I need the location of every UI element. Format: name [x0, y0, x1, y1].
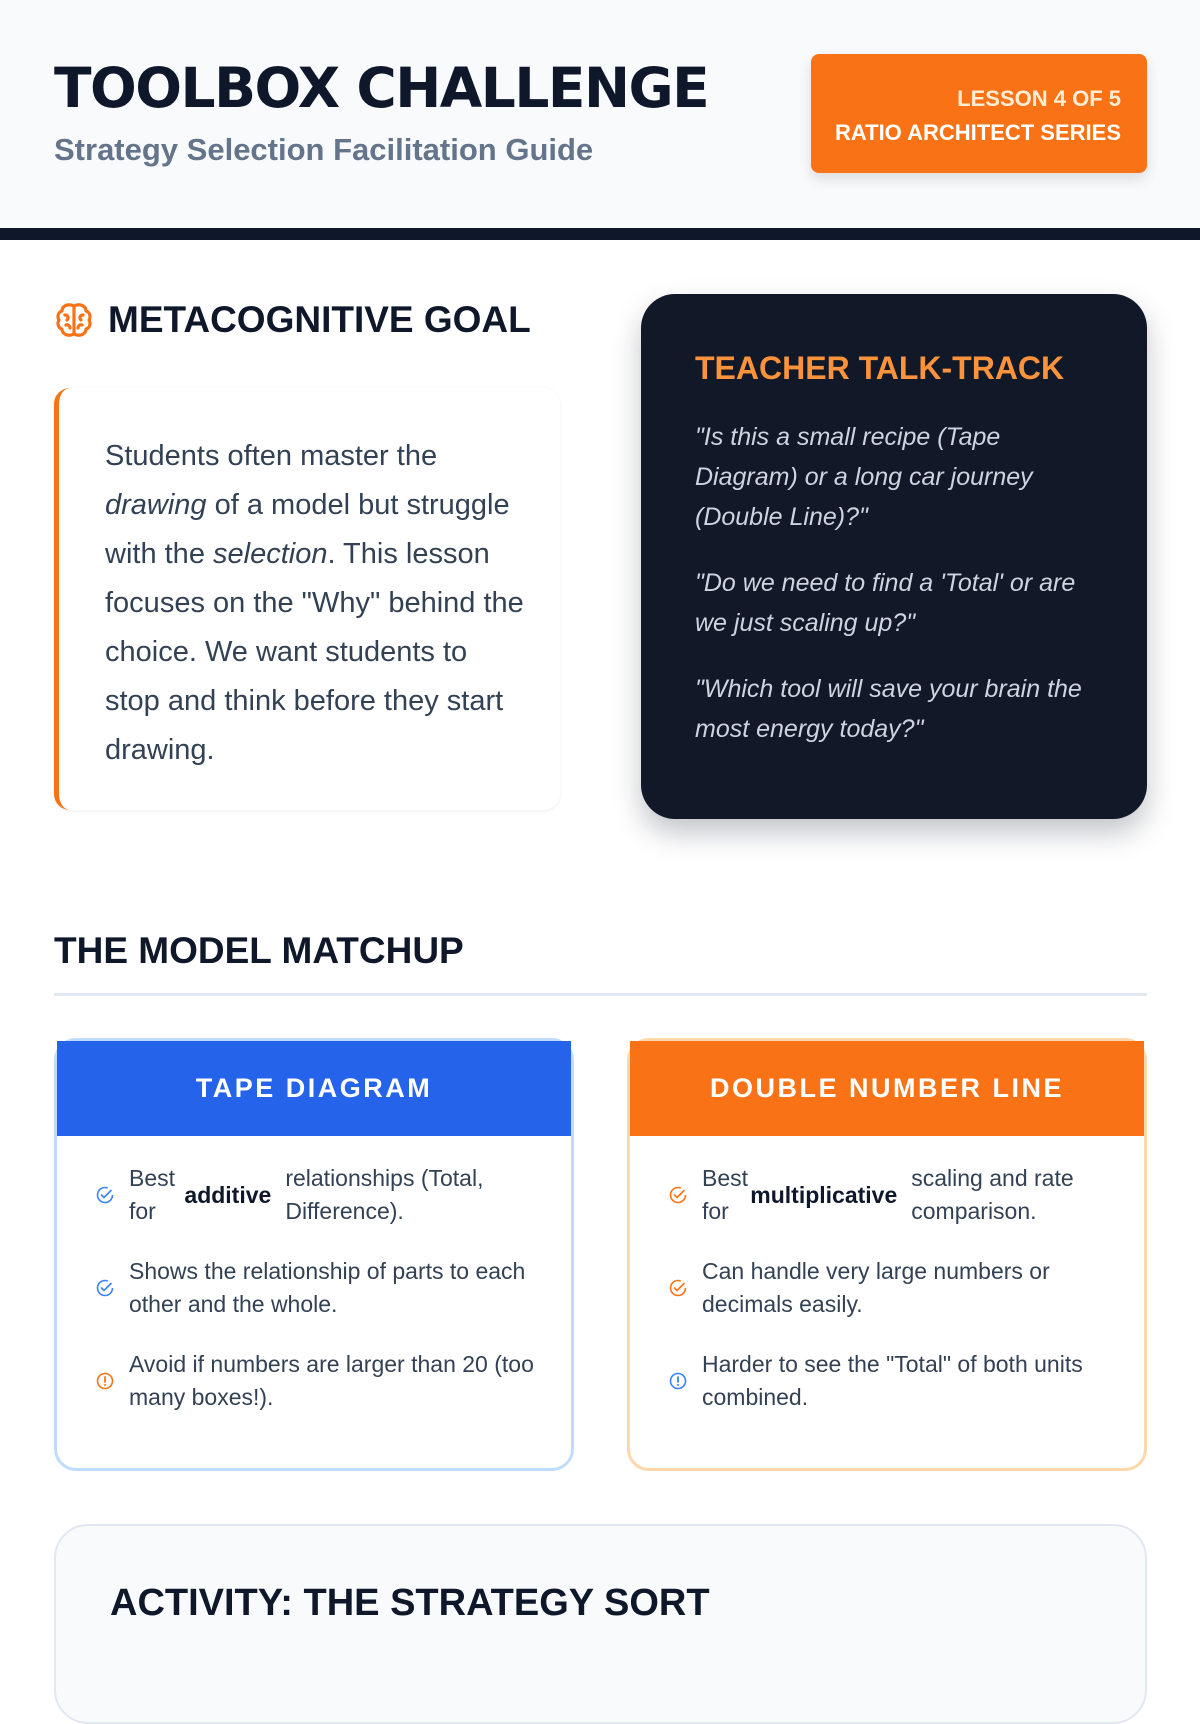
alert-circle-icon — [95, 1371, 115, 1391]
item-text: relationships (Total, Difference). — [285, 1165, 484, 1224]
item-text: Harder to see the "Total" of both units combined. — [702, 1351, 1083, 1410]
check-circle-icon — [668, 1278, 688, 1298]
goal-text-part: of a model but struggle with the — [105, 489, 510, 570]
goal-text-part: Students often master the — [105, 440, 438, 472]
goal-text-emphasis: drawing — [105, 489, 207, 521]
double-number-line-header: DOUBLE NUMBER LINE — [630, 1041, 1144, 1136]
check-circle-icon — [95, 1185, 115, 1205]
check-circle-icon — [95, 1278, 115, 1298]
goal-card — [54, 388, 560, 810]
item-emphasis: additive — [184, 1181, 272, 1208]
info-circle-icon — [668, 1371, 688, 1391]
teacher-talk-track-card — [641, 294, 1147, 819]
model-matchup-title: THE MODEL MATCHUP — [54, 930, 464, 971]
item-text: scaling and rate comparison. — [911, 1165, 1074, 1224]
list-item — [668, 1255, 1114, 1321]
list-item — [95, 1255, 541, 1321]
section-divider — [54, 993, 1147, 996]
item-text: Shows the relationship of parts to each other and the whole. — [129, 1258, 526, 1317]
page-title: TOOLBOX CHALLENGE — [54, 56, 709, 120]
page-header — [0, 0, 1200, 240]
check-circle-icon — [668, 1185, 688, 1205]
tape-diagram-header: TAPE DIAGRAM — [57, 1041, 571, 1136]
goal-title: METACOGNITIVE GOAL — [108, 299, 531, 340]
goal-text-part: . This lesson focuses on the "Why" behind the choice. We want students to stop and think before they start drawing. — [105, 538, 524, 766]
item-text: Avoid if numbers are larger than 20 (too many boxes!). — [129, 1351, 534, 1410]
lesson-badge — [811, 54, 1147, 173]
lesson-number: LESSON 4 OF 5 — [957, 86, 1121, 111]
page-subtitle: Strategy Selection Facilitation Guide — [54, 132, 594, 167]
talk-track-quote: "Do we need to find a 'Total' or are we just scaling up?" — [695, 569, 1076, 637]
list-item — [95, 1348, 541, 1414]
talk-track-quote: "Which tool will save your brain the most energy today?" — [695, 675, 1082, 743]
list-item — [668, 1348, 1114, 1414]
tape-diagram-card — [54, 1038, 574, 1471]
item-text: Best for — [702, 1165, 749, 1224]
double-number-line-card — [627, 1038, 1147, 1471]
list-item — [668, 1162, 1114, 1228]
goal-heading — [54, 298, 531, 342]
item-text: Can handle very large numbers or decimals easily. — [702, 1258, 1050, 1317]
talk-track-quote: "Is this a small recipe (Tape Diagram) or a long car journey (Double Line)?" — [695, 423, 1033, 531]
goal-text-emphasis: selection — [213, 538, 328, 570]
item-text: Best for — [129, 1165, 176, 1224]
list-item — [95, 1162, 541, 1228]
activity-card — [54, 1524, 1147, 1724]
talk-track-title: TEACHER TALK-TRACK — [695, 350, 1065, 386]
brain-icon — [54, 300, 94, 340]
series-name: RATIO ARCHITECT SERIES — [834, 120, 1121, 145]
item-emphasis: multiplicative — [750, 1181, 898, 1208]
activity-title: ACTIVITY: THE STRATEGY SORT — [110, 1582, 710, 1624]
